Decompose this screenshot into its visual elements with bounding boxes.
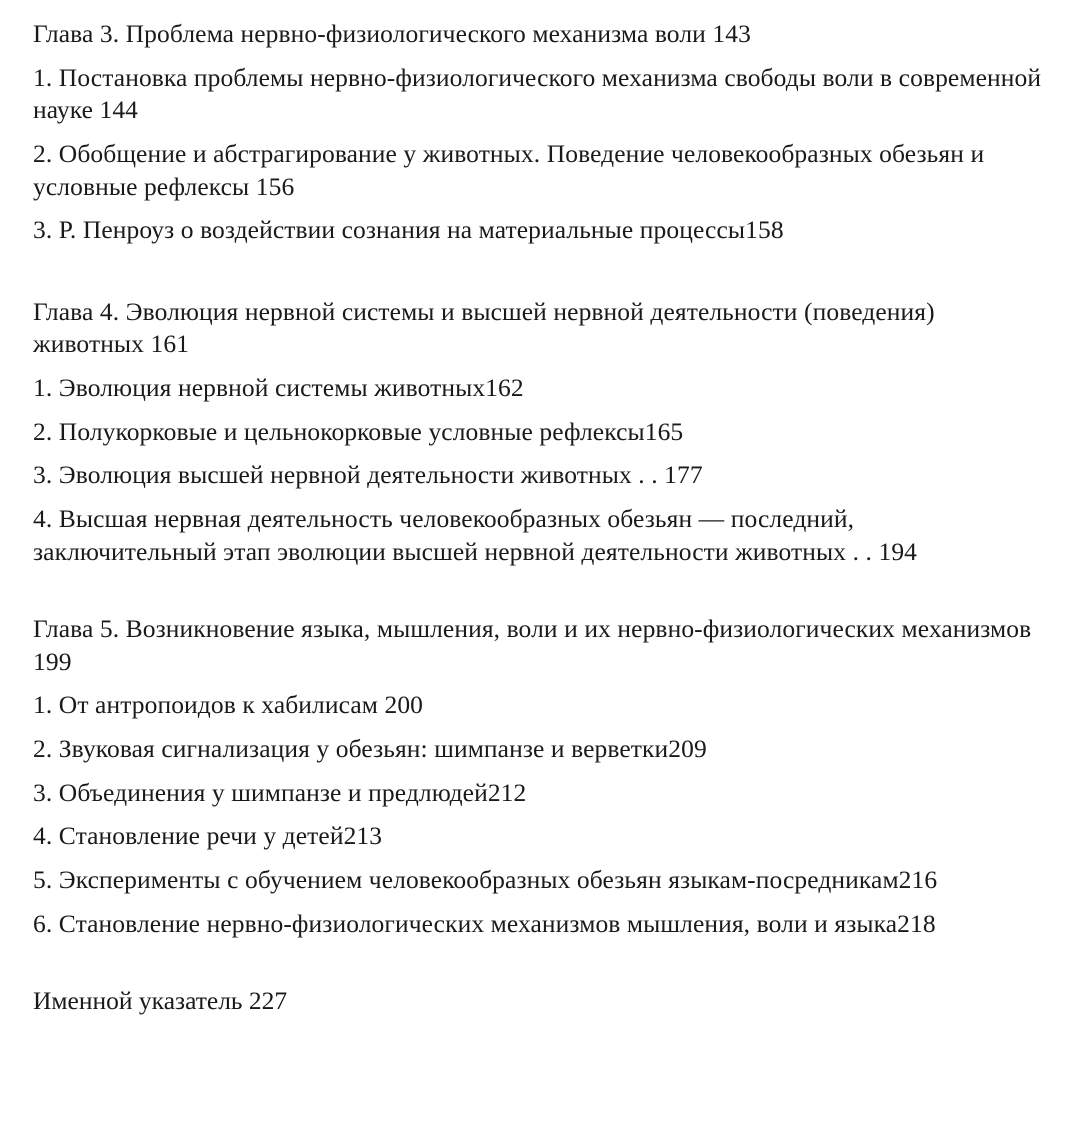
toc-entry: 1. От антропоидов к хабилисам 200 (33, 690, 424, 720)
section-spacer (33, 579, 1044, 613)
toc-entry: 5. Эксперименты с обучением человекообразных обезьян языкам-посредникам216 (33, 864, 938, 894)
toc-entry: 3. Объединения у шимпанзе и предлюдей212 (33, 777, 527, 807)
section-spacer (33, 258, 1044, 296)
toc-entry: 4. Высшая нервная деятельность человекообразных обезьян — последний, заключительный этап эволюции высшей нервной деятельности животных . . 194 (33, 503, 918, 566)
toc-entry: 4. Становление речи у детей213 (33, 821, 383, 851)
toc-entry-index: Именной указатель 227 (33, 986, 288, 1016)
toc-entry: 1. Постановка проблемы нервно-физиологического механизма свободы воли в современной науке 144 (33, 62, 1042, 125)
toc-group-chapter-4 (33, 296, 1044, 568)
toc-entry: Глава 3. Проблема нервно-физиологического механизма воли 143 (33, 19, 751, 48)
toc-entry: Глава 5. Возникновение языка, мышления, воли и их нервно-физиологических механизмов 199 (33, 614, 1032, 676)
section-spacer (33, 951, 1044, 985)
toc-entry: 3. Эволюция высшей нервной деятельности животных . . 177 (33, 460, 703, 490)
toc-group-chapter-5 (33, 613, 1044, 940)
toc-entry: 2. Полукорковые и цельнокорковые условные рефлексы165 (33, 416, 684, 446)
toc-entry: 1. Эволюция нервной системы животных162 (33, 373, 524, 402)
toc-entry: 6. Становление нервно-физиологических механизмов мышления, воли и языка218 (33, 908, 936, 938)
toc-entry: Глава 4. Эволюция нервной системы и высшей нервной деятельности (поведения) животных 161 (33, 296, 935, 359)
toc-entry: 2. Звуковая сигнализация у обезьян: шимпанзе и верветки209 (33, 734, 707, 763)
toc-entry: 3. Р. Пенроуз о воздействии сознания на материальные процессы158 (33, 215, 784, 245)
toc-group-chapter-3 (33, 18, 1044, 247)
toc-entry: 2. Обобщение и абстрагирование у животных. Поведение человекообразных обезьян и условные рефлексы 156 (33, 138, 985, 201)
